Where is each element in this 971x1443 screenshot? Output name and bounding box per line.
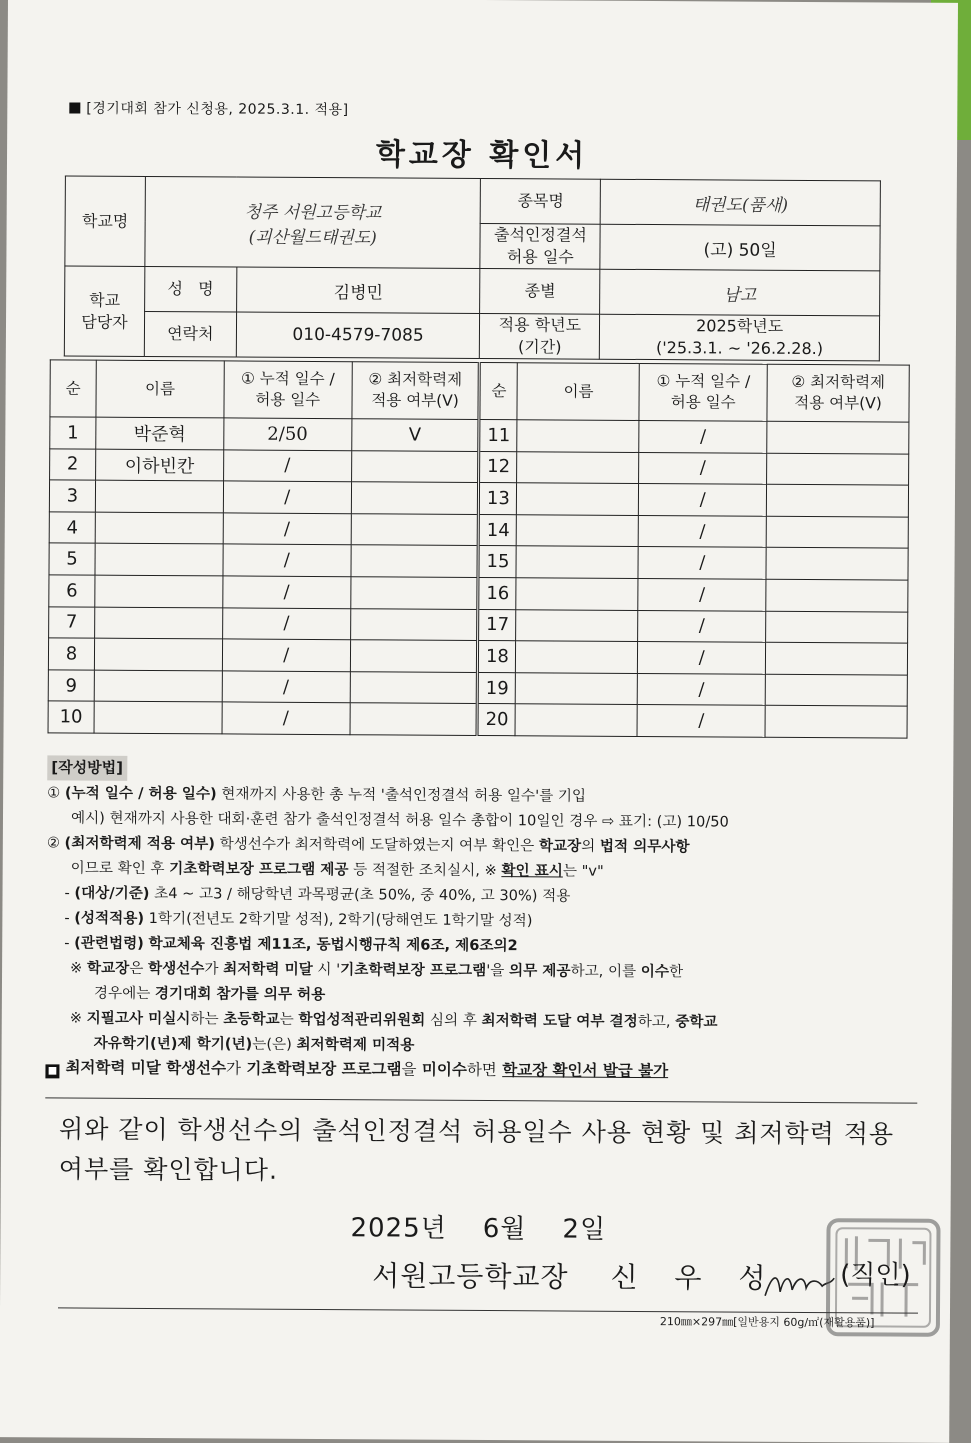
- row-days: /: [223, 544, 351, 576]
- row-days: /: [638, 578, 766, 610]
- row-no: 20: [477, 704, 515, 736]
- table-row: [49, 512, 908, 549]
- contact-label: 연락처: [144, 311, 236, 357]
- row-check: [766, 484, 908, 516]
- row-name: [94, 638, 222, 670]
- row-check: [766, 579, 908, 611]
- event-value: 태권도(품새): [600, 179, 880, 226]
- row-check: [350, 703, 478, 735]
- row-name: [516, 546, 638, 578]
- row-days: /: [639, 484, 767, 516]
- column-days: ① 누적 일수 / 허용 일수: [639, 363, 767, 421]
- row-check: [351, 450, 479, 482]
- row-name: [95, 575, 223, 607]
- seal-label: (직인): [840, 1260, 911, 1291]
- row-no: 8: [48, 638, 94, 670]
- row-days: 2/50: [224, 418, 352, 450]
- gender-value: 남고: [600, 269, 880, 316]
- year-label: 적용 학년도 (기간): [480, 313, 600, 359]
- principal-name: 신 우 성: [610, 1260, 780, 1295]
- row-check: [350, 608, 478, 640]
- absence-allowance-label: 출석인정결석 허용 일수: [480, 223, 600, 269]
- row-days: /: [637, 705, 765, 737]
- column-no: 순: [479, 362, 517, 419]
- column-name: 이름: [517, 363, 639, 421]
- row-check: [351, 545, 479, 577]
- row-name: [516, 641, 638, 673]
- gender-label: 종별: [480, 268, 600, 314]
- table-row: [48, 670, 907, 707]
- row-no: 19: [478, 672, 516, 704]
- paper-spec-footer: 210㎜×297㎜[일반용지 60g/㎡(재활용품)]: [659, 1315, 875, 1330]
- table-row: [48, 638, 907, 675]
- row-no: 17: [478, 609, 516, 641]
- manager-name-label: 성 명: [144, 266, 236, 312]
- year-value: 2025학년도 ('25.3.1. ~ '26.2.28.): [600, 314, 880, 361]
- table-row: [50, 417, 909, 454]
- row-name: [95, 480, 223, 512]
- row-name: [517, 451, 639, 483]
- footer-divider: [58, 1307, 918, 1313]
- column-min-standard: ② 최저학력제 적용 여부(V): [767, 364, 909, 422]
- row-check: [765, 674, 907, 706]
- event-label: 종목명: [481, 178, 601, 224]
- row-check: V: [351, 419, 479, 451]
- row-no: 2: [50, 448, 96, 480]
- instructions-heading: [작성방법]: [47, 755, 127, 780]
- contact-value: 010-4579-7085: [236, 312, 480, 358]
- row-days: /: [223, 576, 351, 608]
- row-no: 15: [478, 546, 516, 578]
- date-month: 6월: [482, 1214, 527, 1245]
- row-no: 9: [48, 670, 94, 702]
- row-check: [351, 513, 479, 545]
- row-days: /: [223, 513, 351, 545]
- row-name: [516, 609, 638, 641]
- row-days: /: [222, 702, 350, 734]
- row-days: /: [638, 610, 766, 642]
- row-check: [350, 577, 478, 609]
- row-name: 박준혁: [96, 417, 224, 449]
- row-name: [516, 672, 638, 704]
- table-row: [49, 575, 908, 612]
- row-name: [94, 701, 222, 733]
- row-check: [765, 706, 907, 738]
- table-row: [50, 448, 909, 485]
- row-no: 10: [48, 701, 94, 733]
- column-days: ① 누적 일수 / 허용 일수: [224, 361, 352, 419]
- row-check: [766, 548, 908, 580]
- date-day: 2일: [562, 1214, 607, 1245]
- row-no: 3: [49, 480, 95, 512]
- row-name: [517, 514, 639, 546]
- row-name: 이하빈칸: [96, 449, 224, 481]
- row-name: [516, 578, 638, 610]
- row-no: 14: [479, 514, 517, 546]
- school-name-value: 청주 서원고등학교 (괴산월드태권도): [145, 176, 481, 268]
- school-name-label: 학교명: [65, 176, 145, 266]
- black-square-icon: [69, 102, 80, 113]
- row-no: 11: [479, 419, 517, 451]
- athlete-list-table: [48, 359, 910, 738]
- table-row: [49, 480, 908, 517]
- column-no: 순: [50, 360, 96, 417]
- row-name: [95, 544, 223, 576]
- row-days: /: [223, 450, 351, 482]
- form-header-tag: [69, 97, 348, 119]
- row-days: /: [638, 547, 766, 579]
- date-year: 2025년: [350, 1213, 447, 1244]
- row-days: /: [638, 515, 766, 547]
- row-name: [515, 704, 637, 736]
- warning-square-icon: ■: [45, 1064, 59, 1078]
- row-no: 12: [479, 451, 517, 483]
- table-row: [48, 701, 907, 738]
- row-no: 16: [478, 577, 516, 609]
- manager-name-value: 김병민: [236, 267, 480, 313]
- row-name: [95, 512, 223, 544]
- row-name: [517, 483, 639, 515]
- row-check: [766, 516, 908, 548]
- row-check: [351, 482, 479, 514]
- table-row: [49, 606, 908, 643]
- row-name: [517, 420, 639, 452]
- row-no: 5: [49, 543, 95, 575]
- row-days: /: [222, 671, 350, 703]
- row-no: 18: [478, 641, 516, 673]
- absence-allowance-value: (고) 50일: [600, 224, 880, 271]
- row-no: 4: [49, 512, 95, 544]
- row-days: /: [223, 481, 351, 513]
- manager-label: 학교 담당자: [64, 266, 144, 356]
- warning-notice: ■ 최저학력 미달 학생선수가 기초학력보장 프로그램을 미이수하면 학교장 확인서 발급 불가: [45, 1055, 925, 1085]
- row-days: /: [638, 642, 766, 674]
- school-info-table: [64, 175, 881, 361]
- issue-date: [350, 1207, 642, 1246]
- row-days: /: [639, 420, 767, 452]
- confirmation-statement: 위와 같이 학생선수의 출석인정결석 허용일수 사용 현황 및 최저학력 적용 여부를 확인합니다.: [58, 1114, 895, 1185]
- row-check: [767, 421, 909, 453]
- row-days: /: [222, 607, 350, 639]
- row-days: /: [637, 673, 765, 705]
- document-title: 학교장 확인서: [375, 137, 589, 174]
- row-no: 1: [50, 417, 96, 449]
- writing-instructions: [작성방법] ① (누적 일수 / 허용 일수) 현재까지 사용한 총 누적 '출석인정결석 허용 일수'를 기입 예시) 현재까지 사용한 대회·훈련 참가 출석인정결석 허용 일수 총합이 10일인 경우 ⇨ 표기: (고) 10/50 ② (최저학력제 적용 여부) 학생선수가 최저학력에 도달하였는지 여부 확인은 학교장의 법적 의무사항 이므로 확인 후 기초학력보장 프로그램 제공 등 적절한 조치실시, ※ 확인 표시는 "v" - (대상/기준) 초4 ~ 고3 / 해당학년 과목평균(초 50%, 중 40%, 고 30%) 적용 - (성적적용) 1학기(전년도 2학기말 성적), 2학기(당해연도 1학기말 성적) - (관련법령) 학교체육 진흥법 제11조, 동법시행규칙 제6조, 제6조의2 ※ 학교장은 학생선수가 최저학력 미달 시 '기초학력보장 프로그램'을 의무 제공하고, 이를 이수한 경우에는 경기대회 참가를 의무 허용 ※ 지필고사 미실시하는 초등학교는 학업성적관리위원회 심의 후 최저학력 도달 여부 결정하고, 중학교 자유학기(년)제 학기(년)는(은) 최저학력제 미적용 ■ 최저학력 미달 학생선수가 기초학력보장 프로그램을 미이수하면 학교장 확인서 발급 불가: [45, 755, 927, 1085]
- row-days: /: [639, 452, 767, 484]
- row-check: [350, 671, 478, 703]
- row-no: 6: [49, 575, 95, 607]
- row-check: [765, 642, 907, 674]
- principal-title: 서원고등학교장: [372, 1259, 569, 1294]
- row-check: [350, 640, 478, 672]
- row-check: [767, 453, 909, 485]
- row-days: /: [222, 639, 350, 671]
- column-name: 이름: [96, 360, 224, 418]
- row-no: 13: [479, 483, 517, 515]
- principal-signature-line: [372, 1254, 780, 1296]
- divider-line: [45, 1097, 917, 1103]
- row-name: [95, 607, 223, 639]
- row-check: [766, 611, 908, 643]
- row-no: 7: [49, 606, 95, 638]
- table-row: [49, 543, 908, 580]
- row-name: [94, 670, 222, 702]
- column-min-standard: ② 최저학력제 적용 여부(V): [352, 362, 480, 420]
- form-usage-label: [경기대회 참가 신청용, 2025.3.1. 적용]: [86, 100, 349, 119]
